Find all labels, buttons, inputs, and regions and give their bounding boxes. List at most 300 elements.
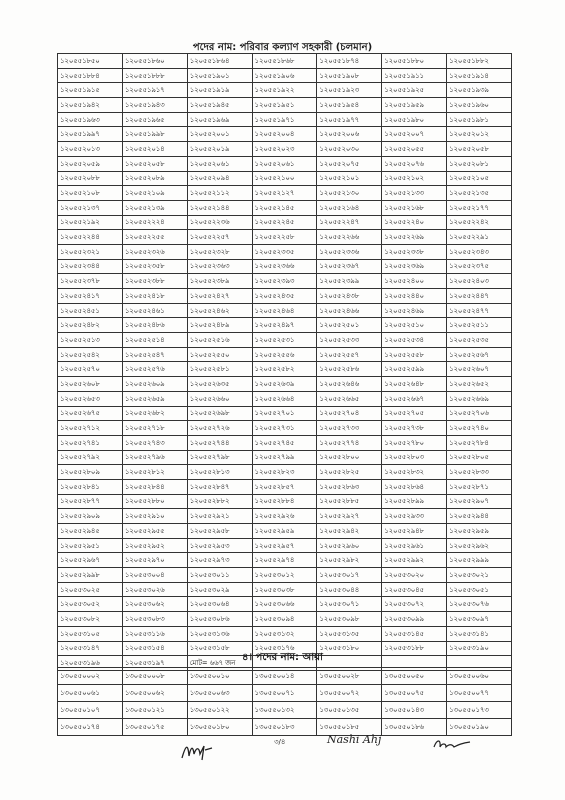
table-row: [58, 83, 512, 98]
table-cell: ১২০৫৫২৩২১: [58, 244, 123, 259]
table-cell: ১২০৫৫২০৭৫: [317, 156, 382, 171]
table-cell: ১২০৫৫২৯৬৭: [58, 553, 123, 568]
table-cell: ১২০৫৫২২৪২: [447, 215, 512, 230]
table-cell: ১২০৫৫২৫৮২: [252, 362, 317, 377]
table-cell: ১২০৫৫২৮৭১: [447, 479, 512, 494]
table-cell: ১২০৫৫৩১৯০: [447, 641, 512, 656]
table-cell: ১২০৫৫২৫৫৬: [252, 347, 317, 362]
table-cell: ১২০৫৫৩০৮২: [58, 612, 123, 627]
table-cell: ১২০৫৫১৯৭১: [252, 112, 317, 127]
table-cell: ১২০৫৫৩১৩২: [252, 626, 317, 641]
table-cell: ১২০৫৫২৭৪৪: [187, 435, 252, 450]
table-row: [58, 54, 512, 69]
table-cell: ১২০৫৫২৫৩৩: [317, 333, 382, 348]
table-cell: ১২০৫৫২১৩৭: [58, 200, 123, 215]
table-cell: ১২০৫৫২০৮৯: [122, 171, 187, 186]
table-cell: ১২০৫৫২৮০৫: [447, 450, 512, 465]
table-cell: ১২০৫৫২২৪৫: [252, 215, 317, 230]
table-cell: ১২০৫৫২৯৫৩: [187, 538, 252, 553]
table-row: [58, 509, 512, 524]
table-cell: ১৩০৫৫০০৫০: [382, 668, 447, 685]
table-cell: ১২০৫৫২৯৭০: [122, 553, 187, 568]
table-cell: ১৩০৫৫০০৬১: [58, 685, 123, 702]
roll-table-family-welfare-assistant: [57, 53, 512, 671]
table-cell: ১২০৫৫২২৬৬: [317, 230, 382, 245]
table-cell: ১২০৫৫২৬৬৫: [317, 391, 382, 406]
table-cell: ১২০৫৫৩১১৬: [122, 626, 187, 641]
table-cell: ১২০৫৫৩১৯৬: [58, 656, 123, 671]
table-cell: ১২০৫৫২০৫৮: [447, 142, 512, 157]
table-cell: ১২০৫৫৩১৪৭: [58, 641, 123, 656]
table-row: [58, 685, 512, 702]
table-cell: ১২০৫৫২৭১৮: [122, 421, 187, 436]
table-cell: ১২০৫৫২৯৫৫: [122, 524, 187, 539]
table-cell: ১২০৫৫২৮২৩: [252, 465, 317, 480]
table-cell: ১২০৫৫২৭৩৩: [317, 421, 382, 436]
table-cell: ১২০৫৫২০১৩: [58, 142, 123, 157]
table-row: [58, 582, 512, 597]
table-cell: ১২০৫৫৩০৮৩: [122, 612, 187, 627]
table-cell: মোট= ৬৬৭ জন: [187, 656, 252, 671]
table-cell: ১২০৫৫২৮৪৭: [187, 479, 252, 494]
table-cell: ১২০৫৫২৭৪৫: [252, 435, 317, 450]
table-cell: ১২০৫৫২৮৮৪: [252, 494, 317, 509]
table-cell: ১২০৫৫২৮৩২: [382, 465, 447, 480]
table-row: [58, 98, 512, 113]
table-row: [58, 524, 512, 539]
table-cell: ১২০৫৫২৭০১: [252, 406, 317, 421]
table-cell: ১২০৫৫২০৬১: [187, 156, 252, 171]
table-cell: ১২০৫৫২৫৪৭: [122, 347, 187, 362]
table-cell: ১২০৫৫২০৮১: [447, 156, 512, 171]
table-cell: ১২০৫৫২৪৬১: [122, 303, 187, 318]
table-cell: ১২০৫৫৩০৭১: [317, 597, 382, 612]
table-cell: ১২০৫৫২৬৪৮: [382, 377, 447, 392]
table-cell: ১২০৫৫২৪৪৭: [447, 289, 512, 304]
table-cell: ১২০৫৫২৩৬৬: [252, 259, 317, 274]
signature-middle: Nashi Ahj: [327, 733, 382, 746]
table-cell: ১২০৫৫১৯৩৯: [447, 83, 512, 98]
table-cell: ১২০৫৫২৮০৩: [382, 450, 447, 465]
table-cell: ১২০৫৫২৫৫৮: [382, 347, 447, 362]
table-cell: ১২০৫৫৩০১২: [252, 568, 317, 583]
table-cell: ১২০৫৫২১৪৫: [252, 200, 317, 215]
table-row: [58, 538, 512, 553]
table-row: [58, 377, 512, 392]
table-row: [58, 719, 512, 736]
table-cell: ১২০৫৫২৭২৬: [187, 421, 252, 436]
table-cell: ১৩০৫৫০১৭৩: [447, 702, 512, 719]
table-cell: ১২০৫৫১৯০৬: [252, 68, 317, 83]
table-cell: ১২০৫৫১৮৭৪: [317, 54, 382, 69]
table-cell: ১২০৫৫২০১২: [447, 127, 512, 142]
table-cell: ১৩০৫৫০০১০: [187, 668, 252, 685]
table-cell: ১২০৫৫২৬০৯: [122, 377, 187, 392]
table-cell: ১২০৫৫২৩২৬: [122, 244, 187, 259]
table-cell: ১২০৫৫২৪৮৯: [187, 318, 252, 333]
table-cell: ১২০৫৫২০৩০: [317, 142, 382, 157]
table-cell: ১২০৫৫২৭৯৮: [187, 450, 252, 465]
table-cell: ১২০৫৫২৩৪৩: [447, 244, 512, 259]
table-cell: ১২০৫৫৩১৮৮: [382, 641, 447, 656]
table-cell: ১২০৫৫২২৪৪: [58, 230, 123, 245]
table-cell: ১২০৫৫২১৭৭: [447, 200, 512, 215]
table-cell: ১২০৫৫৩০৯৭: [447, 612, 512, 627]
table-cell: ১৩০৫৫০১৮০: [187, 719, 252, 736]
table-cell: ১২০৫৫২৭৮০: [382, 435, 447, 450]
table-cell: ১২০৫৫১৯৬৯: [187, 112, 252, 127]
table-cell: ১৩০৫৫০০৬৩: [187, 685, 252, 702]
table-cell: ১২০৫৫৩১৯৭: [122, 656, 187, 671]
table-cell: ১২০৫৫২৩৯৩: [252, 274, 317, 289]
table-cell: ১২০৫৫২৯২৭: [317, 509, 382, 524]
table-cell: ১৩০৫৫০১৮৬: [382, 719, 447, 736]
table-cell: ১২০৫৫১৯৪২: [58, 98, 123, 113]
table-cell: ১২০৫৫৩১৩৬: [187, 626, 252, 641]
table-cell: ১২০৫৫২৩৬৭: [317, 259, 382, 274]
table-row: [58, 553, 512, 568]
table-cell: ১২০৫৫৩১৮০: [317, 641, 382, 656]
table-cell: ১২০৫৫২৪৬৪: [252, 303, 317, 318]
table-cell: ১২০৫৫১৯৮১: [447, 112, 512, 127]
table-row: [58, 127, 512, 142]
table-cell: ১২০৫৫২৬৫৯: [122, 391, 187, 406]
table-cell: ১২০৫৫২৪১৮: [122, 289, 187, 304]
table-cell: ১২০৫৫২৯৫২: [122, 538, 187, 553]
table-cell: ১২০৫৫৩০৬৬: [252, 597, 317, 612]
table-cell: ১২০৫৫২৭৩৮: [382, 421, 447, 436]
table-cell: ১২০৫৫২৯৭৪: [252, 553, 317, 568]
table-row: [58, 347, 512, 362]
table-cell: ১২০৫৫২১৬৮: [382, 200, 447, 215]
table-cell: ১২০৫৫২৪৮৬: [122, 318, 187, 333]
table-cell: ১২০৫৫২০০৬: [317, 127, 382, 142]
table-cell: ১২০৫৫২৪২৭: [187, 289, 252, 304]
table-cell: ১৩০৫৫০০৭১: [252, 685, 317, 702]
table-cell: ১২০৫৫২৫৯৯: [382, 362, 447, 377]
table-cell: ১২০৫৫৩০২১: [447, 568, 512, 583]
table-cell: ১২০৫৫২৯৫৯: [252, 524, 317, 539]
table-cell: ১২০৫৫৩০৯৪: [252, 612, 317, 627]
table-cell: ১২০৫৫২৭০৪: [317, 406, 382, 421]
table-cell: ১২০৫৫২৮৯৯: [382, 494, 447, 509]
table-cell: ১২০৫৫২৯২৬: [252, 509, 317, 524]
table-cell: ১২০৫৫২২৫৫: [122, 230, 187, 245]
table-cell: ১২০৫৫২১২৭: [252, 186, 317, 201]
table-row: [58, 68, 512, 83]
table-cell: ১২০৫৫২৭৪০: [447, 421, 512, 436]
table-cell: ১২০৫৫২১৩৩: [382, 186, 447, 201]
table-cell: ১২০৫৫২৯৪৪: [447, 509, 512, 524]
table-cell: ১২০৫৫২৬৪৬: [317, 377, 382, 392]
table-row: [58, 702, 512, 719]
table-cell: ১২০৫৫১৯২৫: [382, 83, 447, 98]
table-cell: ১২০৫৫২৭৮৪: [447, 435, 512, 450]
table-row: [58, 318, 512, 333]
table-cell: ১২০৫৫৩১০৫: [58, 626, 123, 641]
table-cell: ১২০৫৫২৫১৩: [58, 333, 123, 348]
table-cell: ১২০৫৫১৯৬৩: [58, 112, 123, 127]
table-cell: ১২০৫৫২৪১৭: [58, 289, 123, 304]
table-cell: ১২০৫৫২৫৮৬: [317, 362, 382, 377]
table-cell: ১২০৫৫১৯০৮: [317, 68, 382, 83]
table-cell: ১২০৫৫১৯২২: [252, 83, 317, 98]
table-cell: ১২০৫৫১৮৬৮: [252, 54, 317, 69]
table-cell: ১২০৫৫২৯৫৯: [447, 524, 512, 539]
table-cell: ১২০৫৫২৮৮৫: [317, 494, 382, 509]
table-cell: ১২০৫৫১৮৬০: [122, 54, 187, 69]
signature-right-image: [432, 735, 472, 756]
table-row: [58, 597, 512, 612]
table-row: [58, 421, 512, 436]
table-cell: ১২০৫৫২০৯৪: [187, 171, 252, 186]
table-cell: ১২০৫৫২৬৬৭: [382, 391, 447, 406]
table-cell: ১২০৫৫২৮২৫: [317, 465, 382, 480]
table-cell: ১২০৫৫২৯৩৩: [382, 509, 447, 524]
table-cell: ১২০৫৫৩০২৯: [187, 582, 252, 597]
table-cell: ১২০৫৫২৮৮২: [187, 494, 252, 509]
table-cell: ১২০৫৫২১৬৪: [317, 200, 382, 215]
table-row: [58, 274, 512, 289]
table-cell: ১২০৫৫২৯৯৯: [447, 553, 512, 568]
table-cell: ১২০৫৫২৬৫২: [447, 377, 512, 392]
table-row: [58, 333, 512, 348]
table-cell: ১২০৫৫২৫১১: [447, 318, 512, 333]
table-cell: ১২০৫৫৩০৪৪: [317, 582, 382, 597]
table-cell: ১২০৫৫১৮৬৪: [187, 54, 252, 69]
table-cell: ১২০৫৫২৮৭৭: [58, 494, 123, 509]
table-cell: ১২০৫৫৩১৩৫: [317, 626, 382, 641]
table-cell: ১২০৫৫৩০১১: [187, 568, 252, 583]
table-cell: ১৩০৫৫০১৩৫: [317, 702, 382, 719]
table-cell: ১২০৫৫২২৫৮: [252, 230, 317, 245]
roll-table-aya: [57, 667, 512, 736]
table-cell: ১২০৫৫২৮৬৩: [317, 479, 382, 494]
table-cell: ১২০৫৫২৩৭৫: [447, 259, 512, 274]
table-cell: ১২০৫৫২৯৭৩: [187, 553, 252, 568]
table-cell: ১২০৫৫২৫৭০: [58, 362, 123, 377]
table-cell: ১২০৫৫২৪৯৭: [252, 318, 317, 333]
table-cell: ১২০৫৫২৮৪১: [58, 479, 123, 494]
table-cell: ১৩০৫৫০১৩২: [252, 702, 317, 719]
table-cell: ১২০৫৫৩০৭৬: [447, 597, 512, 612]
table-cell: ১২০৫৫১৮৮৮: [122, 68, 187, 83]
table-cell: ১২০৫৫১৯৯৭: [58, 127, 123, 142]
signature-left-image: [180, 740, 214, 766]
table-cell: ১২০৫৫১৯৮০: [382, 112, 447, 127]
table-cell: ১২০৫৫২৬০৭: [447, 362, 512, 377]
table-row: [58, 244, 512, 259]
table-cell: ১২০৫৫২৯৪২: [317, 524, 382, 539]
table-cell: ১২০৫৫২২২৪: [122, 215, 187, 230]
table-cell: ১২০৫৫২৯২১: [187, 509, 252, 524]
table-cell: ১২০৫৫২৮৩৩: [447, 465, 512, 480]
table-cell: ১২০৫৫২৩৩৬: [317, 244, 382, 259]
table-cell: ১২০৫৫১৯১৪: [447, 68, 512, 83]
table-cell: ১২০৫৫২৩২৮: [187, 244, 252, 259]
table-cell: ১২০৫৫২৫৩৫: [447, 333, 512, 348]
table-cell: ১২০৫৫৩০২০: [382, 568, 447, 583]
table-cell: ১২০৫৫২০০৪: [252, 127, 317, 142]
table-cell: ১২০৫৫১৯২৩: [317, 83, 382, 98]
table-cell: ১২০৫৫২৩৬৯: [382, 259, 447, 274]
table-cell: ১২০৫৫২৭০৬: [447, 406, 512, 421]
table-cell: ১২০৫৫২৫৫৭: [317, 347, 382, 362]
table-cell: ১২০৫৫২৯৬১: [382, 538, 447, 553]
table-cell: ১২০৫৫২৬৩৫: [187, 377, 252, 392]
table-cell: ১৩০৫৫০০০২: [58, 668, 123, 685]
table-cell: ১২০৫৫২৬৮২: [122, 406, 187, 421]
table-cell: ১২০৫৫২৭৯৬: [122, 450, 187, 465]
table-row: [58, 303, 512, 318]
table-cell: ১২০৫৫২৯৪৮: [382, 524, 447, 539]
table-cell: ১২০৫৫৩০৬৪: [187, 597, 252, 612]
table-cell: ১২০৫৫২৫৬৭: [447, 347, 512, 362]
table-row: [58, 156, 512, 171]
table-cell: ১৩০৫৫০০৭৭: [447, 685, 512, 702]
table-row: [58, 230, 512, 245]
table-cell: ১২০৫৫২৮০০: [317, 450, 382, 465]
table-cell: ১৩০৫৫০০৬০: [447, 668, 512, 685]
table-cell: ১২০৫৫৩০৩৮: [252, 582, 317, 597]
table-row: [58, 668, 512, 685]
table-cell: ১২০৫৫২৮৪৪: [122, 479, 187, 494]
table-row: [58, 465, 512, 480]
table-row: [58, 289, 512, 304]
table-cell: ১৩০৫৫০০৭২: [317, 685, 382, 702]
table-cell: ১২০৫৫২৫৩১: [252, 333, 317, 348]
table-cell: ১২০৫৫২৭৪১: [58, 435, 123, 450]
table-cell: ১২০৫৫২০৬১: [252, 156, 317, 171]
table-cell: ১২০৫৫২১৩৫: [447, 186, 512, 201]
table-cell: ১২০৫৫২৮১২: [122, 465, 187, 480]
table-cell: ১২০৫৫২১০৯: [122, 186, 187, 201]
table-cell: ১২০৫৫৩০৫১: [447, 582, 512, 597]
table-cell: ১২০৫৫২৫১৬: [187, 333, 252, 348]
table-cell: ১৩০৫৫০১২১: [122, 702, 187, 719]
table-cell: ১২০৫৫২৬৬৪: [252, 391, 317, 406]
table-cell: ১২০৫৫২৫০১: [317, 318, 382, 333]
table-cell: ১৩০৫৫০০৭৫: [382, 685, 447, 702]
table-cell: ১২০৫৫২১০০: [252, 171, 317, 186]
table-row: [58, 435, 512, 450]
table-cell: ১২০৫৫২৩৭৮: [58, 274, 123, 289]
table-cell: ১২০৫৫২১০২: [382, 171, 447, 186]
table-row: [58, 494, 512, 509]
table-cell: ১২০৫৫২৮৫৭: [252, 479, 317, 494]
table-row: [58, 362, 512, 377]
table-cell: ১৩০৫৫০১৭৪: [58, 719, 123, 736]
table-cell: ১২০৫৫২৩৮৯: [187, 274, 252, 289]
table-cell: ১২০৫৫২০৫৯: [58, 156, 123, 171]
table-cell: ১২০৫৫১৯১৫: [58, 83, 123, 98]
table-cell: ১২০৫৫২৪৬২: [187, 303, 252, 318]
table-cell: ১২০৫৫২৮১৩: [187, 465, 252, 480]
table-cell: ১২০৫৫২৬৬০: [187, 391, 252, 406]
table-cell: ১২০৫৫২০২৩: [252, 142, 317, 157]
table-cell: ১২০৫৫২৫১৪: [122, 333, 187, 348]
table-row: [58, 142, 512, 157]
table-cell: ১২০৫৫২৩৩৮: [382, 244, 447, 259]
table-cell: ১২০৫৫৩১৪৫: [382, 626, 447, 641]
table-cell: ১২০৫৫২৯৮২: [317, 553, 382, 568]
table-cell: ১২০৫৫২৩৬৩: [187, 259, 252, 274]
table-row: [58, 171, 512, 186]
table-row: [58, 391, 512, 406]
table-cell: ১২০৫৫২৭৯২: [58, 450, 123, 465]
table-cell: ১৩০৫৫০১৭৫: [122, 719, 187, 736]
table-cell: ১২০৫৫২৩৮৮: [122, 274, 187, 289]
table-cell: ১২০৫৫২৪৬৬: [317, 303, 382, 318]
table-cell: ১২০৫৫২১১২: [187, 186, 252, 201]
table-row: [58, 259, 512, 274]
table-cell: ১২০৫৫৩১৫৮: [187, 641, 252, 656]
table-cell: ১২০৫৫১৯১৯: [187, 83, 252, 98]
table-cell: ১২০৫৫২০১৪: [122, 142, 187, 157]
table-cell: ১২০৫৫১৯৪৫: [187, 98, 252, 113]
table-row: [58, 215, 512, 230]
table-cell: ১২০৫৫২৭৩১: [252, 421, 317, 436]
table-cell: ১৩০৫৫০১২২: [187, 702, 252, 719]
table-cell: ১২০৫৫২১০৫: [447, 171, 512, 186]
table-cell: ১২০৫৫১৯৪৩: [122, 98, 187, 113]
table-cell: ১২০৫৫১৯১৭: [122, 83, 187, 98]
table-cell: ১২০৫৫২৪৩৮: [317, 289, 382, 304]
table-cell: ১২০৫৫২৬০৮: [58, 377, 123, 392]
table-cell: ১২০৫৫১৮৫০: [58, 54, 123, 69]
table-cell: ১২০৫৫২২৪৭: [317, 215, 382, 230]
section2-title: ৪। পদের নাম: আয়া: [242, 652, 323, 663]
table-cell: ১২০৫৫৩০৫২: [58, 597, 123, 612]
table-cell: ১২০৫৫২০৫৫: [382, 142, 447, 157]
table-cell: ১২০৫৫২৫৪২: [58, 347, 123, 362]
table-cell: ১২০৫৫২৬৫৩: [58, 391, 123, 406]
table-row: [58, 186, 512, 201]
table-row: [58, 450, 512, 465]
table-cell: ১২০৫৫২৬৯৮: [187, 406, 252, 421]
table-cell: ১২০৫৫৩১৫৪: [122, 641, 187, 656]
table-cell: ১৩০৫৫০১০৭: [58, 702, 123, 719]
table-cell: ১২০৫৫২৪৭৭: [447, 303, 512, 318]
table-cell: ১২০৫৫৩১৭৬: [252, 641, 317, 656]
table-cell: ১২০৫৫২৫৫০: [187, 347, 252, 362]
table-cell: ১২০৫৫২৯৫৭: [252, 538, 317, 553]
table-cell: ১২০৫৫৩০৬২: [122, 597, 187, 612]
table-cell: ১২০৫৫২৪৫১: [58, 303, 123, 318]
table-cell: ১২০৫৫২২৫৭: [187, 230, 252, 245]
table-cell: ১২০৫৫২২৪০: [382, 215, 447, 230]
table-row: [58, 568, 512, 583]
table-cell: ১২০৫৫১৯৫৯: [382, 98, 447, 113]
table-cell: ১২০৫৫৩০৮৬: [187, 612, 252, 627]
table-cell: ১২০৫৫১৯৬০: [447, 98, 512, 113]
table-cell: ১২০৫৫২৪৮২: [58, 318, 123, 333]
table-cell: ১২০৫৫৩০৭২: [382, 597, 447, 612]
table-cell: ১২০৫৫২২৬৯: [382, 230, 447, 245]
table-cell: ১২০৫৫২৯৪৫: [58, 524, 123, 539]
table-cell: ১২০৫৫২৫৭৬: [122, 362, 187, 377]
table-cell: ১২০৫৫২০০৭: [382, 127, 447, 142]
table-cell: ১২০৫৫১৯৬৫: [122, 112, 187, 127]
table-cell: ১২০৫৫১৯১১: [382, 68, 447, 83]
table-cell: ১২০৫৫১৯৭৭: [317, 112, 382, 127]
table-cell: ১২০৫৫২৬৩৯: [252, 377, 317, 392]
table-cell: ১২০৫৫২৯০৯: [58, 509, 123, 524]
table-cell: ১২০৫৫২৭৭৪: [317, 435, 382, 450]
table-row: [58, 479, 512, 494]
table-cell: ১৩০৫৫০১৮৩: [252, 719, 317, 736]
table-row: [58, 626, 512, 641]
